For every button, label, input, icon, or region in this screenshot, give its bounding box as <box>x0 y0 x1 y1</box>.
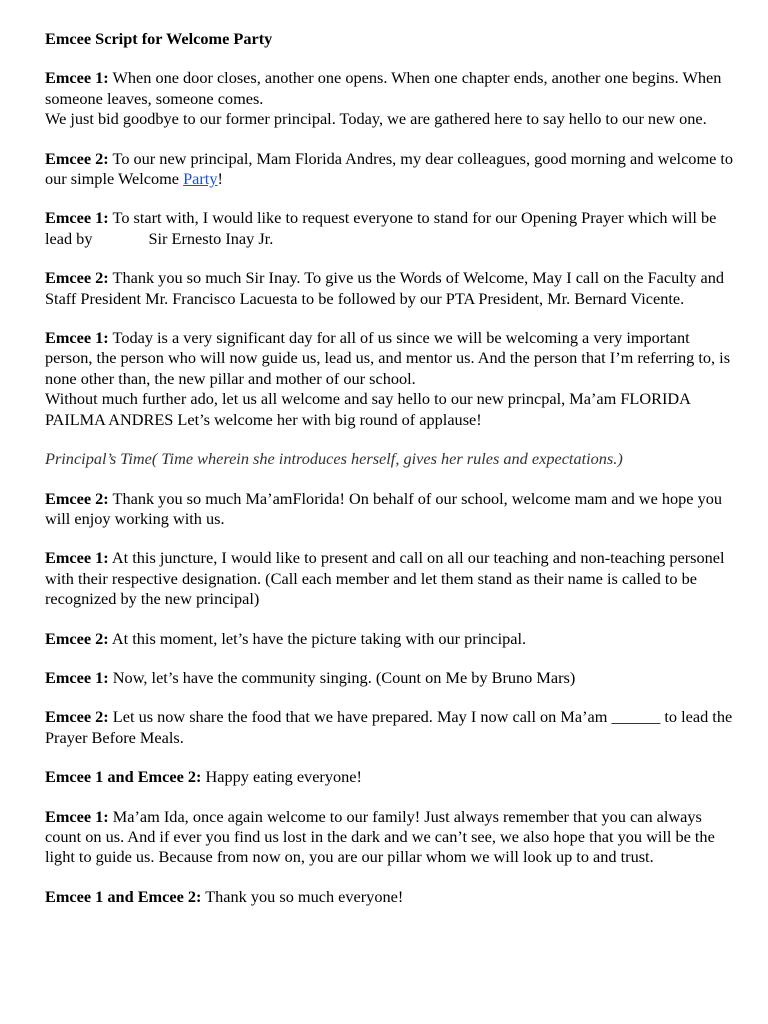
document-page <box>45 29 735 926</box>
speaker-label: Emcee 2: <box>45 628 109 648</box>
paragraph-text: Thank you so much Sir Inay. To give us the Words of Welcome, May I call on the Faculty and Staff President Mr. Francisco Lacuesta to be followed by our PTA President, Mr. Bernard Vicente. <box>45 268 725 308</box>
paragraph-emcee2-thanks <box>45 489 735 530</box>
paragraph-text: Happy eating everyone! <box>201 767 362 787</box>
paragraph-text: Ma’am Ida, once again welcome to our family! Just always remember that you can always count on us. And if ever you find us lost in the dark and we can’t see, we also hope that you will be the light to guide us. Because from now on, you are our pillar whom we will look up to and trust. <box>45 806 715 867</box>
paragraph-text: Let us now share the food that we have prepared. May I now call on Ma’am ______ to lead the Prayer Before Meals. <box>45 707 733 747</box>
paragraph-emcee2-greeting <box>45 149 735 190</box>
paragraph-text: Thank you so much everyone! <box>201 886 404 906</box>
paragraph-text: To start with, I would like to request everyone to stand for our Opening Prayer which will be lead by <box>45 208 717 248</box>
speaker-label: Emcee 2: <box>45 148 109 168</box>
paragraph-text: Now, let’s have the community singing. (Count on Me by Bruno Mars) <box>108 667 576 687</box>
paragraph-text: Without much further ado, let us all welcome and say hello to our new princpal, Ma’am FLORIDA PAILMA ANDRES Let’s welcome her with big round of applause! <box>45 389 691 429</box>
paragraph-text: We just bid goodbye to our former principal. Today, we are gathered here to say hello to our new one. <box>45 109 707 129</box>
speaker-label: Emcee 1: <box>45 68 109 88</box>
paragraph-text: When one door closes, another one opens. When one chapter ends, another one begins. When someone leaves, someone comes. <box>45 68 722 108</box>
paragraph-emcee1-prayer <box>45 208 735 249</box>
speaker-label: Emcee 2: <box>45 268 109 288</box>
paragraph-text: At this moment, let’s have the picture taking with our principal. <box>108 628 527 648</box>
paragraph-emcee1-opening <box>45 68 735 129</box>
prayer-leader-name: Sir Ernesto Inay Jr. <box>148 228 274 248</box>
document-title: Emcee Script for Welcome Party <box>45 29 273 48</box>
paragraph-text: Thank you so much Ma’amFlorida! On behalf of our school, welcome mam and we hope you will enjoy working with us. <box>45 488 722 528</box>
paragraph-emcee1-closing <box>45 807 735 868</box>
speaker-label: Emcee 1: <box>45 328 109 348</box>
speaker-label: Emcee 2: <box>45 707 109 727</box>
speaker-label: Emcee 1 and Emcee 2: <box>45 767 202 787</box>
paragraph-emcee1-personnel <box>45 548 735 609</box>
speaker-label: Emcee 1: <box>45 208 109 228</box>
speaker-label: Emcee 2: <box>45 488 109 508</box>
paragraph-both-thank-you <box>45 887 735 907</box>
paragraph-emcee2-food <box>45 707 735 748</box>
speaker-label: Emcee 1: <box>45 548 109 568</box>
speaker-label: Emcee 1: <box>45 806 109 826</box>
principal-time-note: Principal’s Time( Time wherein she introduces herself, gives her rules and expectations.) <box>45 449 623 469</box>
speaker-label: Emcee 1: <box>45 667 109 687</box>
paragraph-emcee1-introduction <box>45 328 735 430</box>
paragraph-text: At this juncture, I would like to present and call on all our teaching and non-teaching personel with their respective designation. (Call each member and let them stand as their name is called to be recognized by the new principal) <box>45 548 725 609</box>
paragraph-text: To our new principal, Mam Florida Andres, my dear colleagues, good morning and welcome to our simple Welcome <box>45 148 734 189</box>
paragraph-text: ! <box>217 169 223 189</box>
paragraph-emcee2-words-of-welcome <box>45 268 735 309</box>
paragraph-both-happy-eating <box>45 767 735 787</box>
paragraph-emcee2-picture <box>45 629 735 649</box>
paragraph-text: Today is a very significant day for all of us since we will be welcoming a very important person, the person who will now guide us, lead us, and mentor us. And the person that I’m referring to, is none other than, the new pillar and mother of our school. <box>45 328 731 388</box>
speaker-label: Emcee 1 and Emcee 2: <box>45 886 202 906</box>
paragraph-emcee1-singing <box>45 668 735 688</box>
party-link[interactable]: Party <box>183 169 218 189</box>
